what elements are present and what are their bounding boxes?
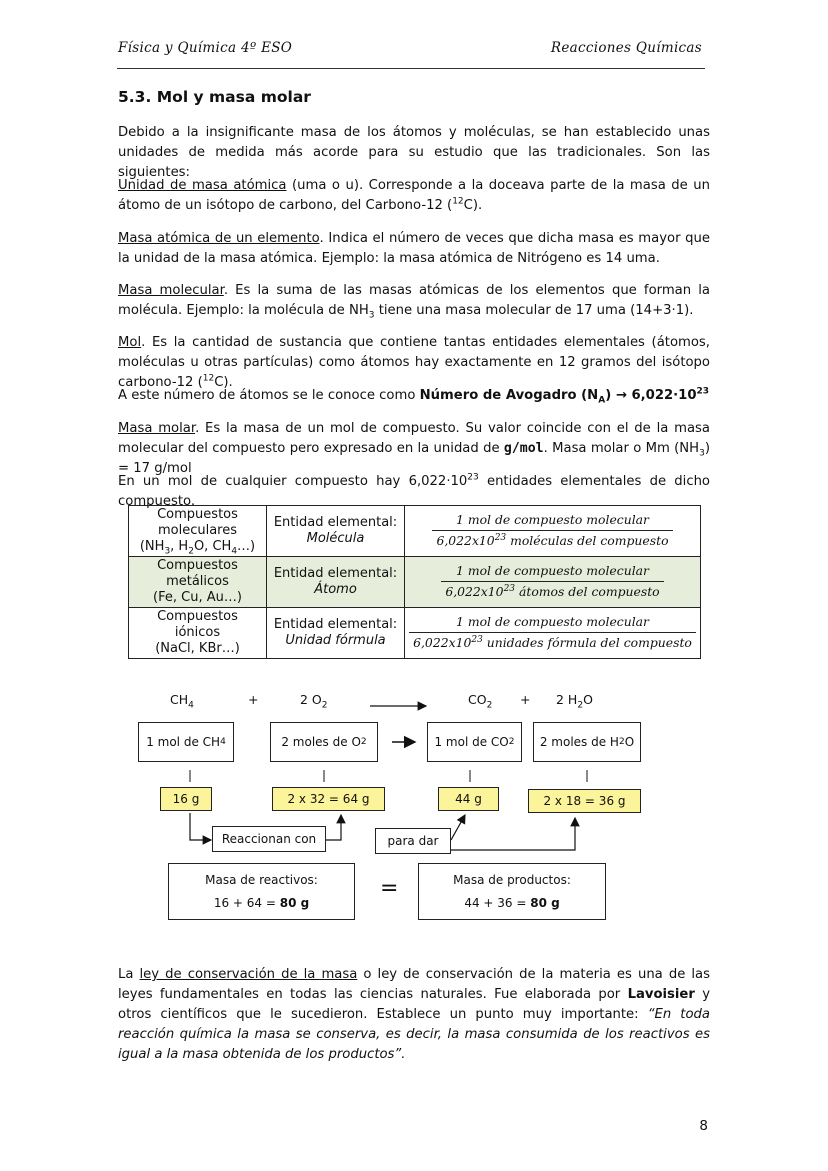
- bold-text: ) → 6,022·10: [605, 388, 697, 403]
- sum-total: 80 g: [279, 896, 310, 910]
- cell-text: Compuestos iónicos: [157, 609, 238, 640]
- den-text: 6,022x10: [445, 584, 504, 599]
- superscript: 23: [503, 583, 516, 594]
- box-moles-h2o: 2 moles de H 2 O: [533, 722, 641, 762]
- sum-text: 16 + 64 =: [213, 896, 280, 910]
- def-text: . Es la suma de las masas atómicas de los elementos que forman la molécula. Ejemplo: la molécula de NH: [118, 283, 710, 318]
- def-text: (uma o u). Corresponde a la doceava parte de la masa de un átomo de un isótopo de carbono, del Carbono-12 (: [118, 178, 710, 213]
- ley-quote: “En toda reacción química la masa se conserva, es decir, la masa consumida de los reactivos es igual a la masa obtenida de los productos”.: [118, 1007, 710, 1062]
- superscript: 12: [202, 373, 215, 384]
- section-title: 5.3. Mol y masa molar: [118, 88, 311, 106]
- def-text: . Indica el número de veces que dicha masa es mayor que la unidad de la masa atómica. Ejemplo: la masa atómica de Nitrógeno es 14 uma.: [118, 231, 710, 266]
- header-left: Física y Química 4º ESO: [118, 40, 293, 56]
- box-text: 1 mol de CO: [434, 735, 509, 749]
- subscript: 3: [368, 310, 375, 321]
- equals-sign: =: [380, 876, 399, 901]
- box-moles-ch4: 1 mol de CH 4: [138, 722, 234, 762]
- eq-plus: +: [248, 692, 259, 707]
- box-mass-co2: 44 g: [438, 787, 499, 811]
- para-dar-out-arrow: [451, 818, 575, 850]
- cell-text: Molécula: [306, 531, 365, 546]
- page-number: 8: [699, 1118, 708, 1134]
- eq-text: 2 H: [556, 692, 578, 707]
- def-text: A este número de átomos se le conoce como: [118, 388, 420, 403]
- def-term: Unidad de masa atómica: [118, 178, 287, 193]
- reaccionan-in-arrow: [190, 813, 211, 840]
- den-text: átomos del compuesto: [515, 584, 660, 599]
- cell-text: Entidad elemental:: [273, 617, 398, 632]
- cell-text: Compuestos moleculares: [157, 507, 238, 538]
- box-para-dar: para dar: [375, 828, 451, 854]
- def-term: Masa atómica de un elemento: [118, 231, 320, 246]
- intro-paragraph: Debido a la insignificante masa de los átomos y moléculas, se han establecido unas unidades de medida más acorde para su estudio que las tradicionales. Son las siguientes:: [118, 125, 710, 180]
- box-mass-h2o: 2 x 18 = 36 g: [528, 789, 641, 813]
- ley-term: ley de conservación de la masa: [139, 967, 358, 982]
- def-text: . Es la cantidad de sustancia que contiene tantas entidades elementales (átomos, moléculas u otras partículas) como átomos hay exactamente en 12 gramos del isótopo carbono-12 (: [118, 335, 710, 390]
- subscript: 4: [188, 700, 194, 711]
- box-text: 1 mol de CH: [146, 735, 221, 749]
- ley-paragraph: [118, 965, 710, 1065]
- subscript: A: [598, 395, 606, 406]
- def-text: tiene una masa molecular de 17 uma (14+3·1).: [374, 303, 694, 318]
- def-text: ) = 17 g/mol: [118, 441, 710, 476]
- den-text: unidades fórmula del compuesto: [482, 635, 692, 650]
- cell-text: ($NH_3$, $H_2O$, $CH_4\dots$): [139, 539, 256, 557]
- eq-text: 2 O: [300, 692, 322, 707]
- box-mass-ch4: 16 g: [160, 787, 212, 811]
- cell-text: Entidad elemental:: [273, 566, 398, 581]
- def-text: . Masa molar o Mm (NH: [543, 441, 700, 456]
- eq-plus: +: [520, 692, 531, 707]
- fraction-numerator: 1 mol de compuesto molecular: [432, 512, 672, 531]
- box-text: 2 moles de O: [281, 735, 361, 749]
- box-mass-o2: 2 x 32 = 64 g: [272, 787, 385, 811]
- box-text: 2 moles de H: [539, 735, 619, 749]
- cell-text: Unidad fórmula: [285, 633, 386, 648]
- superscript: 23: [467, 472, 479, 483]
- ley-bold: Lavoisier: [627, 987, 695, 1002]
- eq-text: CH: [170, 692, 189, 707]
- den-text: 6,022x10: [436, 533, 495, 548]
- def-term: Masa molar: [118, 421, 196, 436]
- superscript: 23: [471, 634, 483, 645]
- def-text: . Es la masa de un mol de compuesto. Su valor coincide con el de la masa molecular del compuesto pero expresado en la unidad de: [118, 421, 710, 456]
- ley-text: o ley de conservación de la materia es una de las leyes fundamentales en todas las ciencias naturales. Fue elaborada por: [118, 967, 710, 1002]
- den-text: moléculas del compuesto: [506, 533, 669, 548]
- subscript: 2: [486, 700, 493, 711]
- ley-text: La: [118, 967, 140, 982]
- bold-text: Número de Avogadro (N: [419, 388, 599, 403]
- box-moles-o2: 2 moles de O 2: [270, 722, 378, 762]
- superscript: 12: [452, 196, 464, 207]
- box-text: O: [624, 735, 635, 749]
- def-text: En un mol de cualquier compuesto hay 6,022·10: [118, 474, 468, 489]
- para-dar-in-arrow: [451, 815, 465, 840]
- sum-text: 44 + 36 =: [464, 896, 531, 910]
- subscript: 3: [699, 448, 705, 459]
- header-right: Reacciones Químicas: [550, 40, 702, 56]
- cell-text: (Fe, Cu, Au…): [153, 590, 242, 605]
- box-masa-productos: [418, 863, 606, 920]
- fraction-numerator: 1 mol de compuesto molecular: [441, 563, 663, 582]
- cell-text: (NaCl, KBr…): [155, 641, 240, 656]
- cell-text: Entidad elemental:: [273, 515, 398, 530]
- box-masa-reactivos: [168, 863, 355, 920]
- cell-text: Compuestos metálicos: [157, 558, 238, 589]
- box-sum: [464, 896, 559, 910]
- fraction-numerator: 1 mol de compuesto molecular: [409, 614, 696, 633]
- reaccionan-out-arrow: [326, 815, 341, 840]
- ley-text: y otros científicos que le sucedieron. Establece un punto muy importante:: [118, 987, 710, 1022]
- def-text: entidades elementales de dicho compuesto.: [118, 474, 710, 509]
- box-title: Masa de productos:: [453, 873, 571, 887]
- box-title: Masa de reactivos:: [205, 873, 318, 887]
- subscript: 2: [321, 700, 328, 711]
- def-term: Mol: [118, 335, 142, 350]
- cell-text: Átomo: [314, 582, 357, 597]
- eq-text: CO: [468, 692, 487, 707]
- box-reaccionan-con: Reaccionan con: [212, 826, 326, 852]
- unit-text: g/mol: [503, 441, 544, 456]
- def-text: C).: [463, 198, 483, 213]
- superscript: 23: [696, 386, 710, 397]
- box-sum: [214, 896, 309, 910]
- eq-text: O: [583, 692, 593, 707]
- subscript: 2: [577, 700, 584, 711]
- den-text: 6,022x10: [413, 635, 472, 650]
- sum-total: 80 g: [530, 896, 560, 910]
- box-moles-co2: 1 mol de CO 2: [427, 722, 522, 762]
- def-term: Masa molecular: [118, 283, 224, 298]
- def-text: C).: [214, 375, 233, 390]
- superscript: 23: [494, 532, 507, 543]
